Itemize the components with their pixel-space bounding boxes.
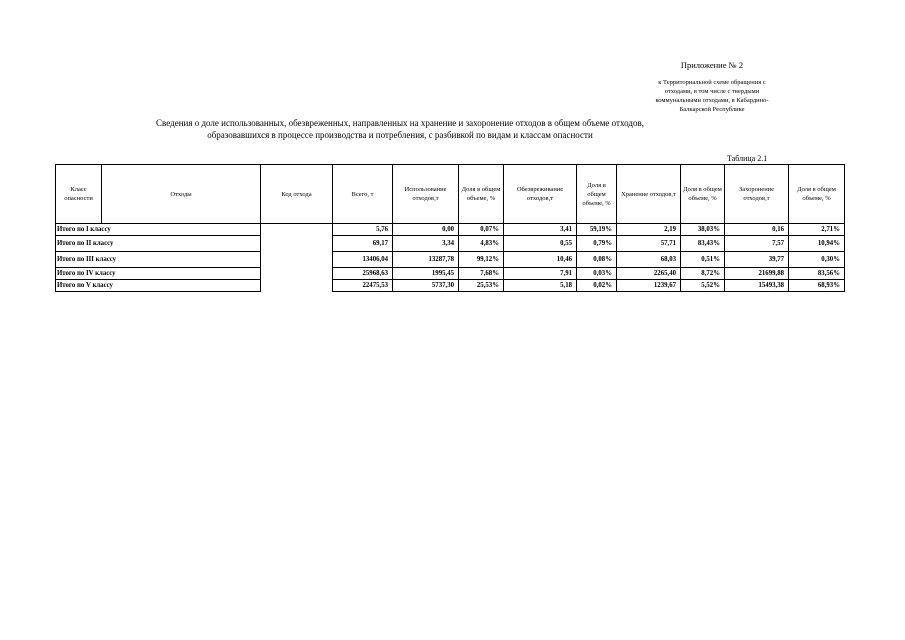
table-row	[56, 236, 845, 252]
document-title-line-1: Сведения о доле использованных, обезвреженных, направленных на хранение и захоронение отходов в общем объеме отходов,	[156, 118, 644, 128]
cell-storage: 57,71	[617, 236, 681, 252]
table-row	[56, 224, 845, 236]
empty-cell	[261, 224, 333, 236]
appendix-line: отходами, в том числе с твердыми	[664, 88, 760, 95]
document-title-line-2: образовавшихся в процессе производства и потребления, с разбивкой по видам и классам опасности	[207, 130, 593, 140]
cell-used: 5737,30	[393, 280, 459, 292]
appendix-line: к Территориальной схеме обращения с	[658, 79, 766, 86]
row-label: Итого по IV классу	[56, 268, 261, 280]
cell-used: 13287,78	[393, 252, 459, 268]
cell-used: 3,34	[393, 236, 459, 252]
cell-used-share: 4,83%	[459, 236, 504, 252]
cell-burial-share: 83,56%	[789, 268, 845, 280]
row-label: Итого по V классу	[56, 280, 261, 292]
cell-burial: 21699,88	[725, 268, 789, 280]
cell-total: 69,17	[333, 236, 393, 252]
row-label: Итого по I классу	[56, 224, 261, 236]
header-hazard-class: Класс опасности	[56, 165, 102, 224]
header-burial-share: Доля в общем объеме, %	[789, 165, 845, 224]
cell-burial: 0,16	[725, 224, 789, 236]
cell-storage-share: 83,43%	[681, 236, 725, 252]
cell-burial-share: 0,30%	[789, 252, 845, 268]
cell-used: 1995,45	[393, 268, 459, 280]
cell-used: 0,00	[393, 224, 459, 236]
header-storage: Хранение отходов,т	[617, 165, 681, 224]
cell-storage: 2,19	[617, 224, 681, 236]
cell-total: 13406,04	[333, 252, 393, 268]
cell-neutralized: 3,41	[504, 224, 577, 236]
cell-total: 5,76	[333, 224, 393, 236]
empty-cell	[261, 252, 333, 268]
cell-neutralized-share: 0,03%	[577, 268, 617, 280]
cell-neutralized: 10,46	[504, 252, 577, 268]
cell-used-share: 99,12%	[459, 252, 504, 268]
header-storage-share: Доля в общем объеме, %	[681, 165, 725, 224]
cell-storage-share: 8,72%	[681, 268, 725, 280]
header-row	[56, 165, 845, 224]
header-neutralized: Обезвреживание отходов,т	[504, 165, 577, 224]
appendix-title: Приложение № 2	[680, 60, 744, 70]
cell-total: 22475,53	[333, 280, 393, 292]
empty-cell	[261, 280, 333, 292]
empty-cell	[261, 268, 333, 280]
cell-used-share: 25,53%	[459, 280, 504, 292]
table-row	[56, 252, 845, 268]
cell-storage: 68,03	[617, 252, 681, 268]
cell-neutralized-share: 0,02%	[577, 280, 617, 292]
document-title	[95, 117, 705, 141]
cell-storage-share: 38,03%	[681, 224, 725, 236]
cell-neutralized-share: 0,79%	[577, 236, 617, 252]
appendix-block	[612, 60, 812, 114]
cell-storage: 2265,40	[617, 268, 681, 280]
cell-neutralized: 5,18	[504, 280, 577, 292]
header-used-share: Доля в общем объеме, %	[459, 165, 504, 224]
cell-neutralized: 0,55	[504, 236, 577, 252]
appendix-line: коммунальными отходами, в Кабардино-	[655, 97, 769, 104]
table-header	[56, 165, 845, 224]
header-neutralized-share: Доля в общем объеме, %	[577, 165, 617, 224]
cell-burial: 15493,38	[725, 280, 789, 292]
cell-storage: 1239,67	[617, 280, 681, 292]
cell-burial-share: 68,93%	[789, 280, 845, 292]
cell-used-share: 0,07%	[459, 224, 504, 236]
cell-burial: 7,57	[725, 236, 789, 252]
row-label: Итого по II классу	[56, 236, 261, 252]
cell-neutralized-share: 59,19%	[577, 224, 617, 236]
appendix-line: Балкарской Республике	[679, 106, 745, 113]
cell-neutralized-share: 0,08%	[577, 252, 617, 268]
cell-total: 25968,63	[333, 268, 393, 280]
header-burial: Захоронение отходов,т	[725, 165, 789, 224]
cell-burial-share: 10,94%	[789, 236, 845, 252]
cell-neutralized: 7,91	[504, 268, 577, 280]
waste-table	[55, 164, 845, 292]
empty-cell	[261, 236, 333, 252]
cell-storage-share: 5,52%	[681, 280, 725, 292]
header-total: Всего, т	[333, 165, 393, 224]
row-label: Итого по III классу	[56, 252, 261, 268]
table-caption: Таблица 2.1	[727, 154, 768, 163]
table-row	[56, 268, 845, 280]
table-body	[56, 224, 845, 292]
cell-storage-share: 0,51%	[681, 252, 725, 268]
table-row	[56, 280, 845, 292]
header-used: Использование отходов,т	[393, 165, 459, 224]
cell-burial-share: 2,71%	[789, 224, 845, 236]
cell-used-share: 7,68%	[459, 268, 504, 280]
header-waste-code: Код отхода	[261, 165, 333, 224]
cell-burial: 39,77	[725, 252, 789, 268]
header-waste: Отходы	[102, 165, 261, 224]
